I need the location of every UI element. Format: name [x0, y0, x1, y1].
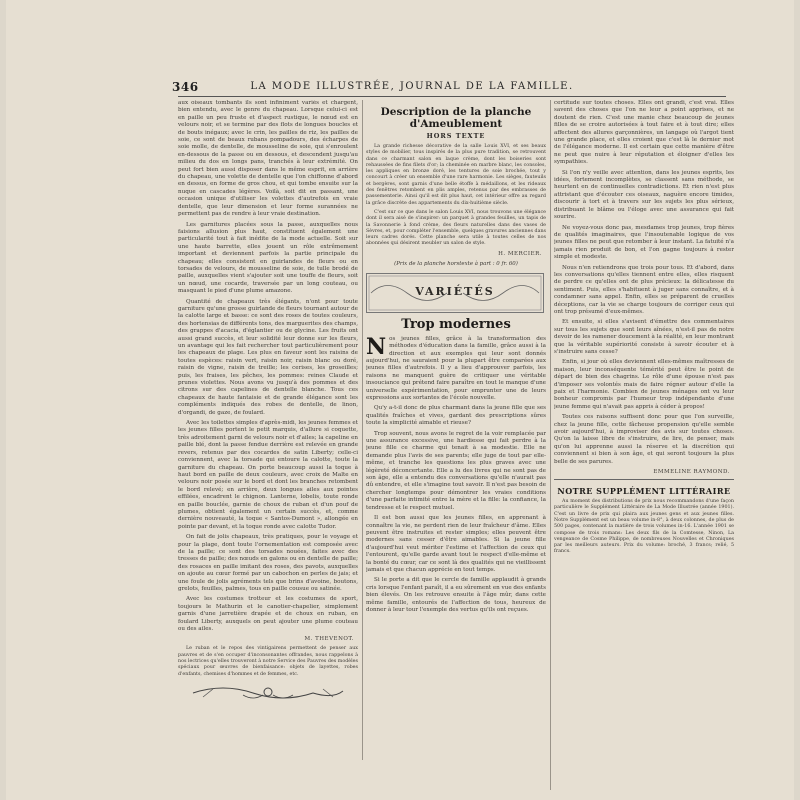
col1-paragraph: aux oiseaux tombants ils sont infiniment variés et chargent, bien entendu, avec le genre du chapeau. Lorsque celui-ci est en paille un peu fruste et d'aspect rustique, le nœud est en velours noir, et se termine par des flots de longues boucles et de bouts inégaux; avec le crin, les pailles de riz, les pailles de soie, ce sont de beaux rubans pompadours, des écharpes de soie molle, de dentelle, de mousseline de soie, qui s'enroulent en-dessous de la passe ou en dessous, et descendent jusqu'au milieu du dos en longs pans, tranchés à leur extrémité. On peut fort bien aussi disposer dans le même esprit, en arrière du chapeau, une volette de dentelle que l'on chiffonne d'abord en dessus, en forme de gros chou, et qui tombe ensuite sur la nuque en cascades légères. Voilà, soit dit en passant, une occasion unique d'utiliser les volettes d'autrefois en vraie dentelle, que leur dimension et leur forme surannées ne permettent pas de rendre à leur vraie destination. — [178, 100, 358, 218]
plate-price-note: (Prix de la planche horstexte à part : 0 fr. 60) — [394, 260, 518, 267]
col1-paragraph: Avec les toilettes simples d'après-midi, les jeunes femmes et les jeunes filles portent le petit marquis, d'allure si coquette, très adroitement garni de velours noir et d'ailes; la capeline en paille blé, dont la passe fendue derrière est relevée en grande revers, retenus par des cocardes de satin Liberty; celle-ci conviennent, avec la torsade qui entoure la calotte, toute la garniture du chapeau. On porte beaucoup aussi la toque à haut bord en paille de deux couleurs, avec croix de Malte en velours noir posée sur le bord et dont les branches retombent le bord relevé; en arrière, deux longues ailes aux pointes effilées, encadrent le chignon. Lanterne, lobelis, toute ronde en paille bouclée, garnie de choux de ruban et d'un pouf de plumes, obtient également un certain succès, et, comme dernière nouveauté, la toque « Santos-Dumont », allongée en pointe par devant, et la toque ronde avec calotte Tudor. — [178, 420, 358, 530]
varietes-label: VARIÉTÉS — [415, 284, 495, 298]
col1-paragraph: Les garnitures placées sous la passe, auxquelles nous faisions allusion plus haut, constituent également une particularité tout à fait inédite de la mode actuelle. Soit sur une haute barrette, elles jouent un rôle extrêmement important et deviennent parfois la partie principale du chapeau; elles consistent en guirlandes de fleurs ou en torsades de velours, de mousseline de soie, de tulle brodé de paille, auxquelles vient s'ajouter soit une touffe de fleurs, soit un nœud, une cocarde, traversée par un long couteau, ou masquant le pied d'une plume amazone. — [178, 221, 358, 295]
col3-paragraph: Ne voyez-vous donc pas, mesdames trop jeunes, trop fières de qualités imaginaires, que l'insoutenable logique de vos jeunes filles ne peut que retomber à leur instant. La fatuité n'a jamais rien produit de bon, et l'on gagne toujours à rester simple et modeste. — [554, 224, 734, 261]
section-rule — [554, 479, 734, 480]
col1-footnote: Le ruban et le repos des vintigairens permettent de penser aux pauvres et de s'en occuper d'inconsonantes offrandes, nous rappelons à nos lectrices qu'elles trouveront à notre Service des Pauvres des modèles spéciaux pour œuvres de bienfaisance: objets de layettes, robes d'enfants, chemises d'hommes et de femmes, etc. — [178, 646, 358, 677]
furniture-plate-title: Description de la planche d'Ameublement — [380, 106, 532, 130]
col3-paragraph: certitude sur toutes choses. Elles ont grandi, c'est vrai. Elles savent des choses que l'on ne leur a point apprises, et ne doutent de rien. C'est une manie chez beaucoup de jeunes filles de se croire autorisées à tout faire et à tout dire; elles affectent des allures garçonnières, un langage où l'argot tient une grande place, et elles croient que c'est là le dernier mot de l'élégance moderne. Il est certain que cette manière d'être ne peut que nuire à leur réputation et éloigner d'elles les sympathies. — [554, 100, 734, 166]
varietes-banner — [366, 273, 544, 313]
col1-paragraph: Quantité de chapeaux très élégants, n'ont pour toute garniture qu'une grosse guirlande de fleurs tournant autour de la calotte large et basse: ce sont des roses de toutes couleurs, des hortensias de différents tons, des marguerites des champs, des grappes d'acacia, d'églantier ou de glycine. Les fruits ont aussi grand succès, et leur solidité leur donne sur les fleurs, un avantage qui les fait rechercher tout particulièrement pour les chapeaux de plage. Les plus en faveur sont les raisins de toutes espèces: raisin vert, raisin noir, raisin blanc ou doré, raisin de vigne, raisin de treille; les cerises, les groseilles; puis, les fraises, les pêches, les pommes: reines Claude et prunes violettes. Nous avons vu jusqu'à des pommes et des citrons sur des capelines de dentelle blanche. Tous ces chapeaux de haute fantaisie et de grande élégance sont les compléments indiqués des robes de dentelle, de linon, d'organdi, de gaze, de foulard. — [178, 298, 358, 416]
page-header — [172, 80, 732, 96]
floral-ornament-icon — [183, 681, 353, 703]
header-rule — [178, 96, 726, 97]
column-2 — [366, 100, 546, 700]
article-paragraph: os jeunes filles, grâce à la transformation des méthodes d'éducation dans la famille, grâce aussi à la direction et aux exemples qui leur sont donnés aujourd'hui, ne sauraient pour la plupart être comparées aux jeunes filles d'autrefois. Il y a lieu d'approuver parfois, les raisons ne manquent guère de critiquer une véritable insouciance qui prétend faire paraître en tout le manque d'une universelle expérimentation, pour emprunter une de leurs expressions aux sortantes de l'école nouvelle. — [366, 335, 546, 401]
col2-paragraph: La grande richesse décorative de la salle Louis XVI, et ses beaux styles de mobilier, tous inspirés de la plus pure tradition, se retrouvent dans ce charmant salon en laque crème, dont les boiseries sont rehaussées de fins filets d'or; la cheminée en marbre blanc, les consoles, les appliques en bronze doré, les tentures de soie brochée, tout y concourt à créer un ensemble d'une rare harmonie. Les sièges, fauteuils et bergères, sont garnis d'une belle étoffe à médaillons, et les rideaux des fenêtres retombent en plis amples, retenus par des embrasses de passementerie. Ainsi qu'il est dit plus haut, cet intérieur offre au regard la grâce discrète des appartements du dix-huitième siècle. — [366, 144, 546, 206]
article-title: Trop modernes — [401, 316, 511, 332]
column-1 — [178, 100, 358, 760]
supplement-text: Au moment des distributions de prix nous recommandons d'une façon particulière le Supplément Littéraire de La Mode Illustrée (année 1901). C'est un livre de prix qui plaira aux jeunes gens et aux jeunes filles. Notre Supplément est un beau volume in-8°, à deux colonnes, de plus de 500 pages, contenant la matière de trois volumes in-16. L'année 1901 se compose de trois romans: Les deux fils de la Comtesse, Ninon, La vengeance de Cosme Philippe, de nombreuses Nouvelles et Chroniques par les meilleurs auteurs. Prix du volume: broché, 3 francs; relié, 5 francs. — [554, 499, 734, 555]
col3-paragraph: Enfin, si jour où elles deviennent elles-mêmes maîtresses de maison, leur inconséquente témérité peut être le point de départ de bien des chagrins. Le rôle d'une épouse n'est pas d'imposer ses volontés mais de faire régner autour d'elle la paix et l'harmonie. Combien de jeunes ménages ont vu leur bonheur compromis par l'humeur trop indépendante d'une jeune femme qui n'avait pas appris à céder à propos! — [554, 359, 734, 410]
column-3 — [554, 100, 734, 800]
col3-paragraph: Et ensuite, si elles s'avisent d'émettre des commentaires sur tous les sujets que sont leurs aînées, n'est-il pas de notre devoir de les ramener doucement à la réalité, en leur montrant que la véritable supériorité consiste à savoir écouter et à s'instruire sans cesse? — [554, 319, 734, 355]
article-paragraph: Qu'y a-t-il donc de plus charmant dans la jeune fille que ses qualités fraîches et vives, gardant des prescriptions sûres toute la simplicité aimable et rieuse? — [366, 405, 546, 427]
article-paragraph: Si le porte a dit que le cercle de famille applaudit à grands cris lorsque l'enfant paraît, il a eu sûrement en vue des enfants bien élevés. On les retrouve ensuite à l'âge mûr, dans cette même famille, entourés de l'affection de tous, heureux de donner à leur tour l'exemple des vertus qu'ils ont reçues. — [366, 577, 546, 613]
col1-signature: M. THEVENOT. — [304, 636, 354, 643]
col2-paragraph: C'est sur ce que dans le salon Louis XVI, nous trouvons une élégance dont il sera aisé de s'inspirer: un parquet à grandes feuilles, un tapis de la Savonnerie à fond crème, des fleurs naturelles dans des vases de Sèvres, et, pour compléter l'ensemble, quelques gravures anciennes dans leurs cadres dorés. Cette planche sera utile à toutes celles de nos abonnées qui désirent meubler un salon de style. — [366, 209, 546, 247]
col3-signature: EMMELINE RAYMOND. — [653, 469, 730, 476]
journal-title: LA MODE ILLUSTRÉE, JOURNAL DE LA FAMILLE. — [250, 81, 574, 92]
furniture-plate-subtitle: HORS TEXTE — [426, 132, 486, 140]
col1-paragraph: Avec les costumes trotteur et les costumes de sport, toujours le Mathurin et le canotier-chapelier, simplement garnis d'une jarretière drapée et de choux en ruban, en foulard Liberty, auxquels on peut ajouter une plume couteau ou des ailes. — [178, 596, 358, 633]
article-paragraph: Il est bon aussi que les jeunes filles, en apprenant à connaître la vie, ne perdent rien de leur fraîcheur d'âme. Elles peuvent être instruites et rester simples; elles peuvent être modernes sans cesser d'être aimables. Si la jeune fille d'aujourd'hui veut mériter l'estime et l'affection de ceux qui l'entourent, qu'elle garde avant tout le respect d'elle-même et la bonté du cœur, car ce sont là des qualités qui ne vieillissent jamais et que chacun apprécie en tout temps. — [366, 515, 546, 573]
column-divider — [550, 100, 551, 790]
col3-paragraph: Toutes ces raisons suffisent donc pour que l'on surveille, chez la jeune fille, cette fâcheuse propension qu'elle semble avoir aujourd'hui, à improviser des avis sur toutes choses. Qu'on la laisse libre de s'instruire, de lire, de penser, mais qu'on lui apprenne aussi la réserve et la discrétion qui conviennent si bien à son âge, et qui seront toujours la plus belle de ses parures. — [554, 414, 734, 465]
page-number: 346 — [172, 80, 199, 94]
col3-paragraph: Nous n'en retiendrons que trois pour tous. Et d'abord, dans les conversations qu'elles tiennent entre elles, elles risquent de perdre ce qu'elles ont de plus précieux: la délicatesse du sentiment. Puis, elles s'habituent à juger sans connaître, et à condamner sans appel. Enfin, elles se préparent de cruelles déceptions, car la vie se charge toujours de corriger ceux qui ont trop présumé d'eux-mêmes. — [554, 264, 734, 315]
col2-signature: H. MERCIER. — [498, 250, 542, 257]
column-divider — [362, 100, 363, 760]
supplement-title: NOTRE SUPPLÉMENT LITTÉRAIRE — [557, 486, 731, 497]
drop-cap: N — [366, 333, 387, 360]
col3-paragraph: Si l'on n'y veille avec attention, dans les jeunes esprits, les idées, fortement incomplètes, se classent sans méthode, se heurtent en de continuelles contradictions. Et rien n'est plus attristant que d'écouter ces oiseaux, naguère encore timides, discourir à tort et à travers sur les sujets les plus sérieux, distribuant le blâme ou l'éloge avec une assurance qui fait sourire. — [554, 169, 734, 221]
article-paragraph: Trop souvent, nous avons le regret de la voir remplacée par une assurance excessive, une hardiesse qui fait perdre à la jeune fille ce charme qui tenait à sa modestie. Elle ne demande plus l'avis de ses parents; elle juge de tout par elle-même, et tranche les questions les plus graves avec une légèreté déconcertante. Elle a lu des livres qui ne sont pas de son âge, elle a entendu des conversations qu'elle n'aurait pas dû entendre, et elle s'imagine tout savoir. Il n'est pas besoin de chercher longtemps pour démontrer les vraies conditions d'une parfaite intimité entre la mère et la fille: la confiance, la tendresse et le respect mutuel. — [366, 430, 546, 511]
col1-paragraph: On fait de jolis chapeaux, très pratiques, pour le voyage et pour la plage, dont toute l'ornementation est composée avec de la paille; ce sont des torsades nouées, faites avec des tresses de paille; des nœuds en galons ou en dentelle de paille; des rosaces en paille imitant des roses, des pavots, auxquelles on ajoute au cœur formé par un cabochon en perles de jais; et une foule de jolis agréments tels que brins d'avoine, boutons, grelots, feuilles, palmes, tous en paille cousue ou satinée. — [178, 534, 358, 592]
